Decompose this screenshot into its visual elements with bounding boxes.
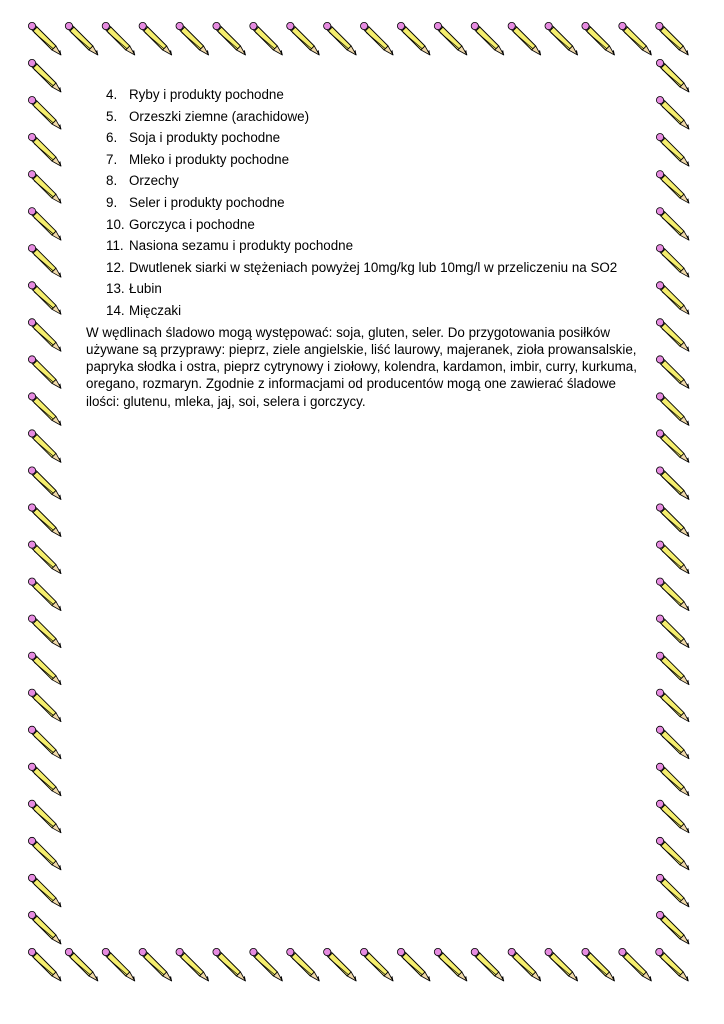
pencil-icon [102,948,135,981]
pencil-icon [324,948,357,981]
list-item-number: 11. [106,238,124,254]
pencil-icon [28,689,61,722]
list-item [86,170,646,192]
list-item-number: 8. [106,173,118,189]
pencil-icon [28,282,61,315]
list-item [86,149,646,171]
pencil-icon [28,504,61,537]
pencil-icon [28,726,61,759]
pencil-icon [102,22,135,55]
pencil-icon [28,97,61,130]
pencil-icon [65,948,98,981]
list-item [86,257,646,279]
pencil-icon [656,504,689,537]
list-item-text: Mleko i produkty pochodne [129,151,290,167]
list-item-number: 6. [106,130,118,146]
pencil-icon [28,837,61,870]
pencil-icon [656,800,689,833]
pencil-icon [250,948,283,981]
list-item [86,127,646,149]
list-item-number: 12. [106,259,125,275]
list-item-text: Seler i produkty pochodne [129,194,285,210]
pencil-icon [28,319,61,352]
pencil-icon [471,948,504,981]
pencil-icon [508,22,541,55]
pencil-icon [582,22,615,55]
pencil-icon [434,948,467,981]
pencil-icon [28,245,61,278]
pencil-icon [213,22,246,55]
pencil-icon [656,245,689,278]
pencil-icon [28,615,61,648]
pencil-icon [656,911,689,944]
pencil-icon [656,393,689,426]
pencil-icon [656,282,689,315]
pencil-icon [361,22,394,55]
list-item-number: 7. [106,151,118,167]
pencil-icon [213,948,246,981]
list-item-text: Soja i produkty pochodne [129,130,281,146]
pencil-icon [656,134,689,167]
list-item-text: Gorczyca i pochodne [129,216,255,232]
pencil-icon [250,22,283,55]
list-item [86,214,646,236]
pencil-icon [656,874,689,907]
pencil-icon [656,22,689,55]
pencil-icon [28,208,61,241]
pencil-icon [656,356,689,389]
pencil-icon [656,652,689,685]
pencil-icon [656,59,689,92]
pencil-icon [656,578,689,611]
list-item-text: Nasiona sezamu i produkty pochodne [129,238,354,254]
pencil-icon [545,22,578,55]
list-item-text: Orzechy [129,173,179,189]
pencil-icon [28,356,61,389]
list-item-number: 4. [106,87,118,102]
pencil-icon [656,689,689,722]
pencil-icon [656,615,689,648]
list-item-number: 13. [106,281,125,297]
pencil-icon [28,134,61,167]
pencil-icon [545,948,578,981]
pencil-icon [28,393,61,426]
pencil-icon [656,430,689,463]
pencil-icon [434,22,467,55]
pencil-icon [656,948,689,981]
pencil-icon [28,59,61,92]
allergen-note: W wędlinach śladowo mogą występować: soja, gluten, seler. Do przygotowania posiłków używane są przyprawy: pieprz, ziele angielskie, liść laurowy, majeranek, zioła prowansalskie, papryka słodka i ostra, pieprz cytrynowy i ziołowy, kolendra, kardamon, imbir, curry, kurkuma, oregano, rozmaryn. Zgodnie z informacjami od producentów mogą one zawierać śladowe ilości: glutenu, mleka, jaj, soi, selera i gorczycy. [86,324,637,409]
pencil-icon [508,948,541,981]
pencil-icon [65,22,98,55]
list-item [86,235,646,257]
pencil-icon [139,22,172,55]
pencil-icon [139,948,172,981]
list-item-text: Dwutlenek siarki w stężeniach powyżej 10mg/kg lub 10mg/l w przeliczeniu na SO2 [129,259,618,275]
list-item-text: Ryby i produkty pochodne [129,87,284,102]
list-item-number: 10. [106,216,125,232]
pencil-icon [287,22,320,55]
pencil-icon [28,467,61,500]
pencil-icon [28,430,61,463]
list-item [86,84,646,106]
pencil-icon [656,208,689,241]
pencil-icon [28,578,61,611]
list-item-number: 9. [106,194,118,210]
pencil-icon [28,800,61,833]
pencil-icon [176,22,209,55]
list-item [86,192,646,214]
pencil-icon [176,948,209,981]
list-item-number: 14. [106,302,125,318]
list-item-number: 5. [106,108,118,124]
pencil-icon [28,171,61,204]
pencil-icon [619,948,652,981]
list-item-text: Mięczaki [129,302,182,318]
pencil-icon [28,874,61,907]
pencil-icon [582,948,615,981]
pencil-icon [619,22,652,55]
list-item-text: Łubin [129,281,162,297]
content-area [86,84,646,410]
pencil-icon [397,948,430,981]
allergen-list [86,84,646,322]
pencil-icon [28,22,61,55]
pencil-icon [324,22,357,55]
pencil-icon [656,541,689,574]
pencil-icon [28,763,61,796]
pencil-icon [28,652,61,685]
list-item [86,106,646,128]
pencil-icon [287,948,320,981]
list-item [86,300,646,322]
list-item-text: Orzeszki ziemne (arachidowe) [129,108,310,124]
pencil-icon [656,171,689,204]
pencil-icon [28,911,61,944]
pencil-icon [656,319,689,352]
pencil-icon [656,467,689,500]
pencil-icon [656,97,689,130]
pencil-icon [656,837,689,870]
pencil-icon [656,726,689,759]
list-item [86,278,646,300]
pencil-icon [471,22,504,55]
pencil-icon [397,22,430,55]
pencil-icon [361,948,394,981]
pencil-icon [28,948,61,981]
pencil-icon [656,763,689,796]
pencil-icon [28,541,61,574]
